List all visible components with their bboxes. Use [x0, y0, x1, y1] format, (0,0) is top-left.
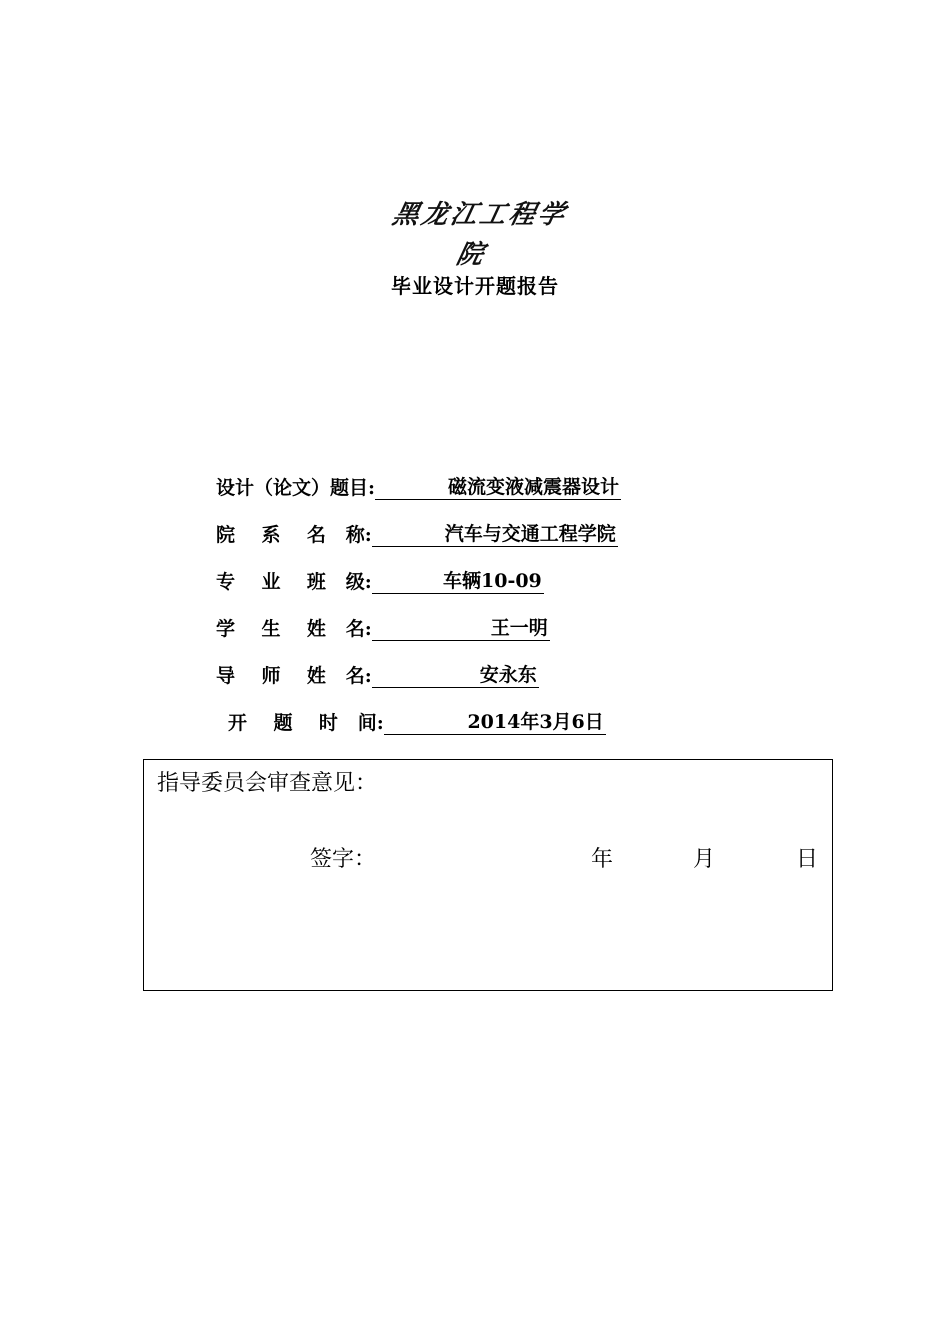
field-advisor-name: [216, 658, 539, 688]
field-value: 磁流变液减震器设计: [375, 475, 621, 500]
month-label: 月: [693, 847, 716, 872]
field-label: 学 生 姓 名:: [216, 618, 372, 640]
field-label: 开 题 时 间:: [228, 712, 384, 734]
field-label: 设计（论文）题目:: [216, 477, 376, 499]
field-student-name: [216, 611, 550, 641]
institution-logo: 黑龙江工程学院: [389, 200, 571, 270]
field-thesis-title: [216, 470, 621, 500]
year-label: 年: [591, 847, 614, 872]
field-proposal-date: [228, 705, 606, 735]
field-value: 2014年3月6日: [384, 710, 606, 735]
field-value: 车辆10-09: [372, 569, 544, 594]
field-label: 导 师 姓 名:: [216, 665, 372, 687]
field-class: [216, 564, 544, 594]
field-department: [216, 517, 618, 547]
day-label: 日: [796, 847, 819, 872]
review-box: [143, 759, 833, 991]
field-value: 汽车与交通工程学院: [372, 522, 618, 547]
signature-label: 签字：: [310, 847, 377, 872]
review-heading: 指导委员会审查意见：: [157, 771, 378, 796]
field-value: 安永东: [372, 663, 539, 688]
field-label: 专 业 班 级:: [216, 571, 372, 593]
field-value: 王一明: [372, 616, 550, 641]
field-label: 院 系 名 称:: [216, 524, 372, 546]
report-title: 毕业设计开题报告: [391, 274, 559, 298]
